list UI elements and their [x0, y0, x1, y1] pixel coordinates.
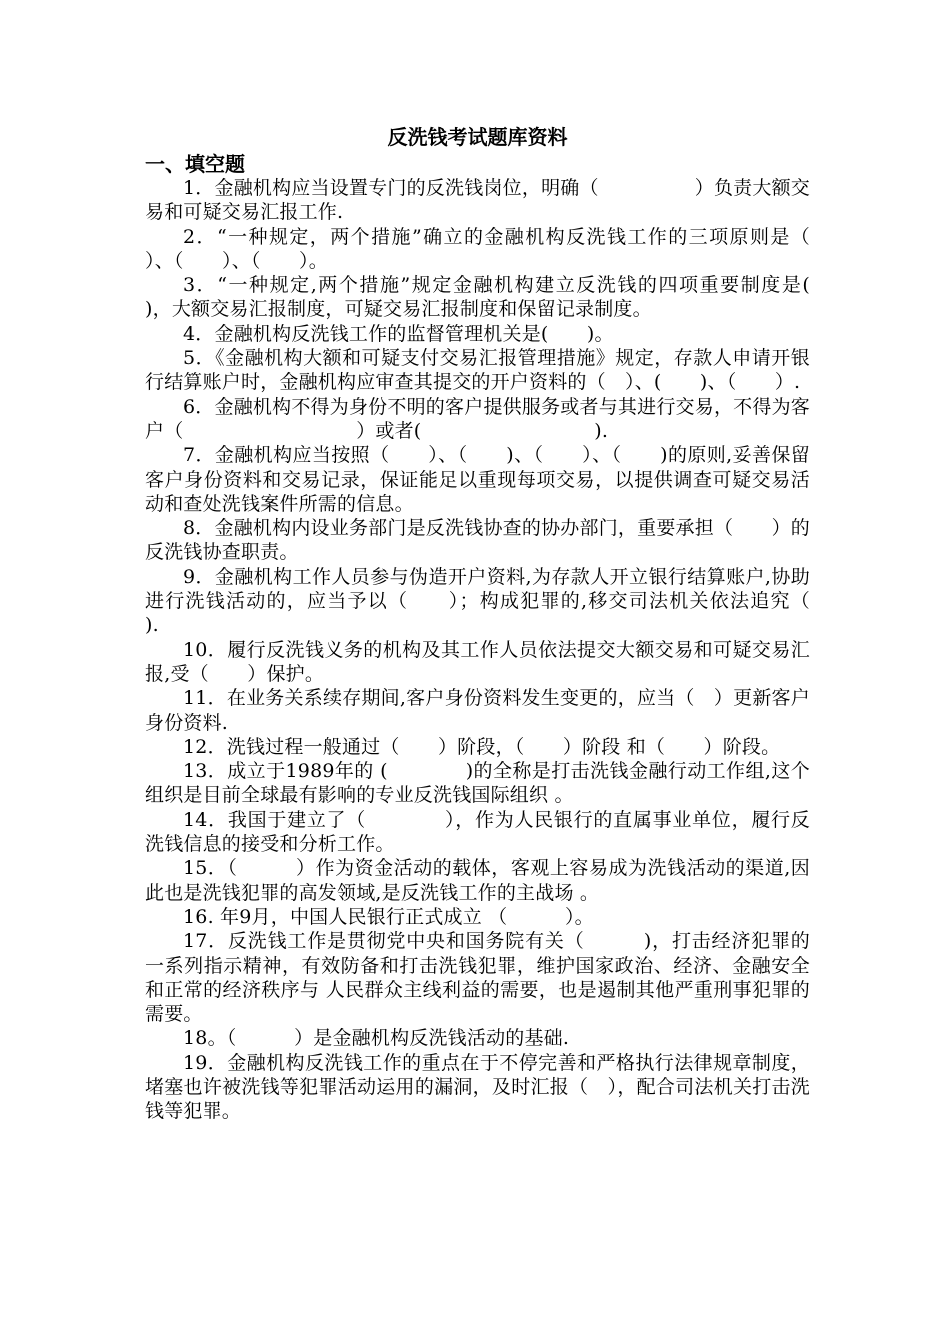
question-2: 2．“一种规定，两个措施”确立的金融机构反洗钱工作的三项原则是（ ）、（ ）、（ ）。	[145, 225, 849, 272]
question-3: 3．“一种规定,两个措施”规定金融机构建立反洗钱的四项重要制度是( )，大额交易汇报制度，可疑交易汇报制度和保留记录制度。	[145, 274, 849, 321]
question-11: 11．在业务关系续存期间,客户身份资料发生变更的，应当（ ）更新客户身份资料.	[145, 687, 810, 734]
question-19: 19．金融机构反洗钱工作的重点在于不停完善和严格执行法律规章制度，堵塞也许被洗钱等犯罪活动运用的漏洞，及时汇报（ ），配合司法机关打击洗钱等犯罪。	[145, 1051, 810, 1123]
question-10: 10．履行反洗钱义务的机构及其工作人员依法提交大额交易和可疑交易汇报,受（ ）保护。	[145, 638, 810, 685]
question-13: 13．成立于1989年的 ( )的全称是打击洗钱金融行动工作组,这个组织是目前全球最有影响的专业反洗钱国际组织 。	[145, 760, 810, 807]
question-18: 18。（ ）是金融机构反洗钱活动的基础.	[183, 1027, 570, 1050]
question-17: 17．反洗钱工作是贯彻党中央和国务院有关（ )，打击经济犯罪的一系列指示精神，有效防备和打击洗钱犯罪，维护国家政治、经济、金融安全和正常的经济秩序与 人民群众主线利益的需要，也是遏制其他严重刑事犯罪的需要。	[145, 930, 810, 1026]
question-5: 5．《金融机构大额和可疑支付交易汇报管理措施》规定，存款人申请开银行结算账户时，金融机构应审查其提交的开户资料的（ ）、( )、（ ）.	[145, 347, 810, 394]
document-title: 反洗钱考试题库资料	[387, 125, 568, 149]
question-7: 7．金融机构应当按照（ ）、（ )、（ ）、（ )的原则,妥善保留客户身份资料和交易记录，保证能足以重现每项交易，以提供调查可疑交易活动和查处洗钱案件所需的信息。	[145, 444, 810, 515]
question-4: 4．金融机构反洗钱工作的监督管理机关是( )。	[183, 322, 614, 345]
section-heading: 一、填空题	[145, 152, 245, 176]
question-8: 8．金融机构内设业务部门是反洗钱协查的协办部门，重要承担（ ）的反洗钱协查职责。	[145, 517, 810, 564]
question-14: 14．我国于建立了（ ），作为人民银行的直属事业单位，履行反洗钱信息的接受和分析工作。	[145, 808, 810, 856]
question-16: 16. 年9月，中国人民银行正式成立 （ ）。	[183, 905, 594, 928]
document-body	[145, 124, 849, 1124]
question-15: 15．（ ）作为资金活动的载体，客观上容易成为洗钱活动的渠道,因此也是洗钱犯罪的高发领域,是反洗钱工作的主战场 。	[145, 857, 810, 904]
question-1: 1．金融机构应当设置专门的反洗钱岗位，明确（ ）负责大额交易和可疑交易汇报工作.	[145, 177, 810, 224]
question-9: 9．金融机构工作人员参与伪造开户资料,为存款人开立银行结算账户,协助进行洗钱活动的，应当予以（ ）；构成犯罪的,移交司法机关依法追究（ ).	[145, 565, 849, 637]
question-6: 6．金融机构不得为身份不明的客户提供服务或者与其进行交易，不得为客户（ ）或者( ).	[145, 395, 810, 442]
question-12: 12．洗钱过程一般通过（ ）阶段，（ ）阶段 和（ ）阶段。	[183, 735, 781, 758]
